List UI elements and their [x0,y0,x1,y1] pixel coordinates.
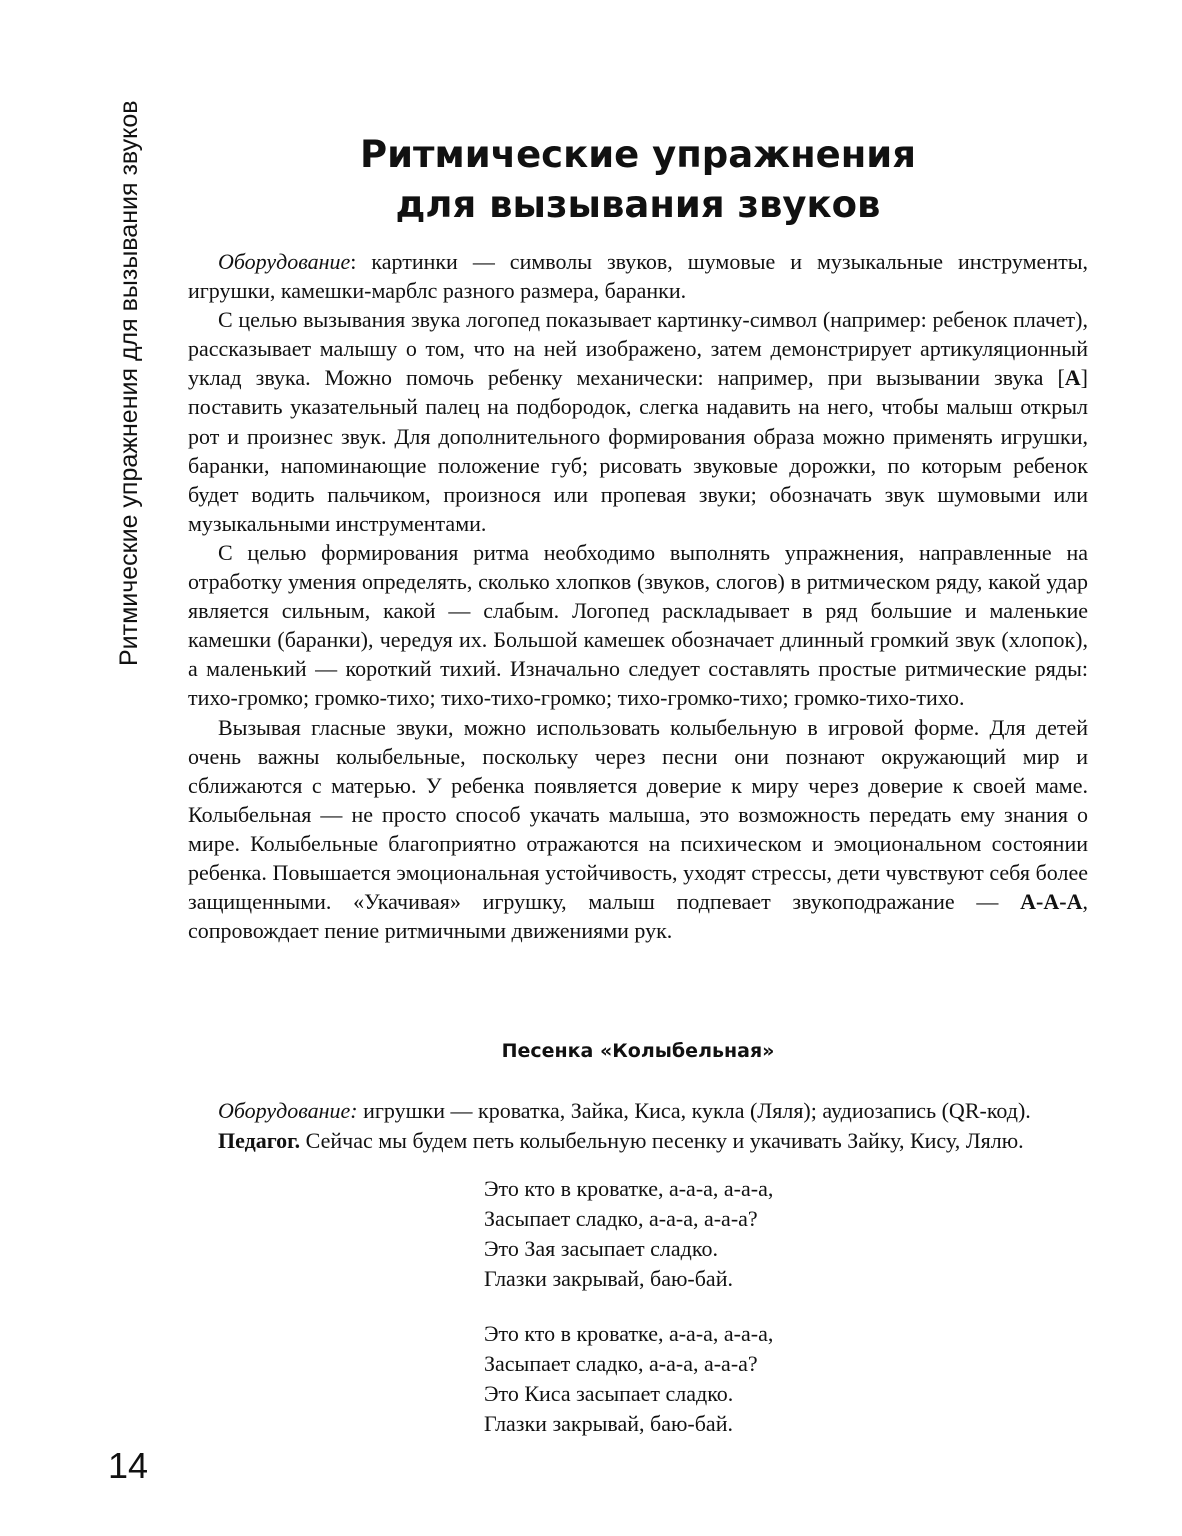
song-equipment-text: игрушки — кроватка, Зайка, Киса, кукла (Ляля); аудиозапись (QR-код). [357,1098,1031,1123]
page-title-line-2: для вызывания звуков [395,183,881,226]
paragraph-equipment [188,247,1088,305]
sound-imitation: А-А-А [1020,889,1083,915]
paragraph-sound-evocation [188,305,1088,538]
verse-line: Глазки закрывай, баю-бай. [484,1266,733,1291]
page-title-line-1: Ритмические упражнения [360,133,916,176]
verse-line: Это кто в кроватке, а-а-а, а-а-а, [484,1176,774,1201]
teacher-text: Сейчас мы будем петь колыбельную песенку и укачивать Зайку, Кису, Лялю. [300,1128,1024,1153]
song-intro [188,1096,1088,1156]
paragraph-rhythm: С целью формирования ритма необходимо выполнять упражнения, направленные на отработку умения определять, сколько хлопков (звуков, слогов) в ритмическом ряду, какой удар является сильным, какой — слабым. Логопед раскладывает в ряд большие и маленькие камешки (баранки), чередуя их. Большой камешек обозначает длинный громкий звук (хлопок), а маленький — короткий тихий. Изначально следует составлять простые ритмические ряды: тихо-громко; громко-тихо; тихо-тихо-громко; тихо-громко-тихо; громко-тихо-тихо. [188,539,1088,711]
verse-line: Засыпает сладко, а-а-а, а-а-а? [484,1351,758,1376]
page-number: 14 [108,1445,149,1486]
paragraph-text: С целью вызывания звука логопед показывает картинку-символ (например: ребенок плачет), рассказывает малышу о том, что на ней изображено, затем демонстрирует артикуляционный уклад звука. Можно помочь ребенку механически: например, при вызывании звука [ [188,307,1088,391]
paragraph-text: Вызывая гласные звуки, можно использовать колыбельную в игровой форме. Для детей очень важны колыбельные, поскольку через песни они познают окружающий мир и сближаются с матерью. У ребенка появляется доверие к миру через доверие к своей маме. Колыбельная — не просто способ укачать малыша, это возможность передать ему знания о мире. Колыбельные благоприятно отражаются на психическом и эмоциональном состоянии ребенка. Повышается эмоциональная устойчивость, уходят стрессы, дети чувствуют себя более защищенными. «Укачивая» игрушку, малыш подпевает звукоподражание — [188,714,1088,915]
paragraph-text: , сопровождает пение ритмичными движениями рук. [188,889,1088,944]
stanza [484,1319,773,1439]
song-title: Песенка «Колыбельная» [501,1040,775,1062]
paragraph-text: ] поставить указательный палец на подбородок, слегка надавить на него, чтобы малыш открыл рот и произнес звук. Для дополнительного формирования образа можно применять игрушки, баранки, напоминающие положение губ; рисовать звуковые дорожки, по которым ребенок будет водить пальчиком, произнося или пропевая звуки; обозначать звук шумовыми или музыкальными инструментами. [188,365,1088,536]
verse-line: Глазки закрывай, баю-бай. [484,1411,733,1436]
body-text [188,247,1088,945]
song-equipment-label: Оборудование: [218,1098,358,1123]
verse-line: Это Зая засыпает сладко. [484,1236,718,1261]
song-equipment [188,1096,1088,1126]
equipment-text: : картинки — символы звуков, шумовые и музыкальные инструменты, игрушки, камешки-марблс разного размера, баранки. [188,249,1088,304]
paragraph-lullaby [188,713,1088,946]
verse-line: Это кто в кроватке, а-а-а, а-а-а, [484,1321,774,1346]
page-title [188,130,1088,230]
running-head: Ритмические упражнения для вызывания звуков [115,100,143,666]
stanza [484,1174,773,1294]
teacher-label: Педагог. [218,1128,301,1153]
lullaby-poem [484,1174,773,1464]
verse-line: Это Киса засыпает сладко. [484,1381,734,1406]
sound-letter: А [1064,365,1081,391]
teacher-line [188,1126,1088,1156]
verse-line: Засыпает сладко, а-а-а, а-а-а? [484,1206,758,1231]
equipment-label: Оборудование [218,249,351,274]
